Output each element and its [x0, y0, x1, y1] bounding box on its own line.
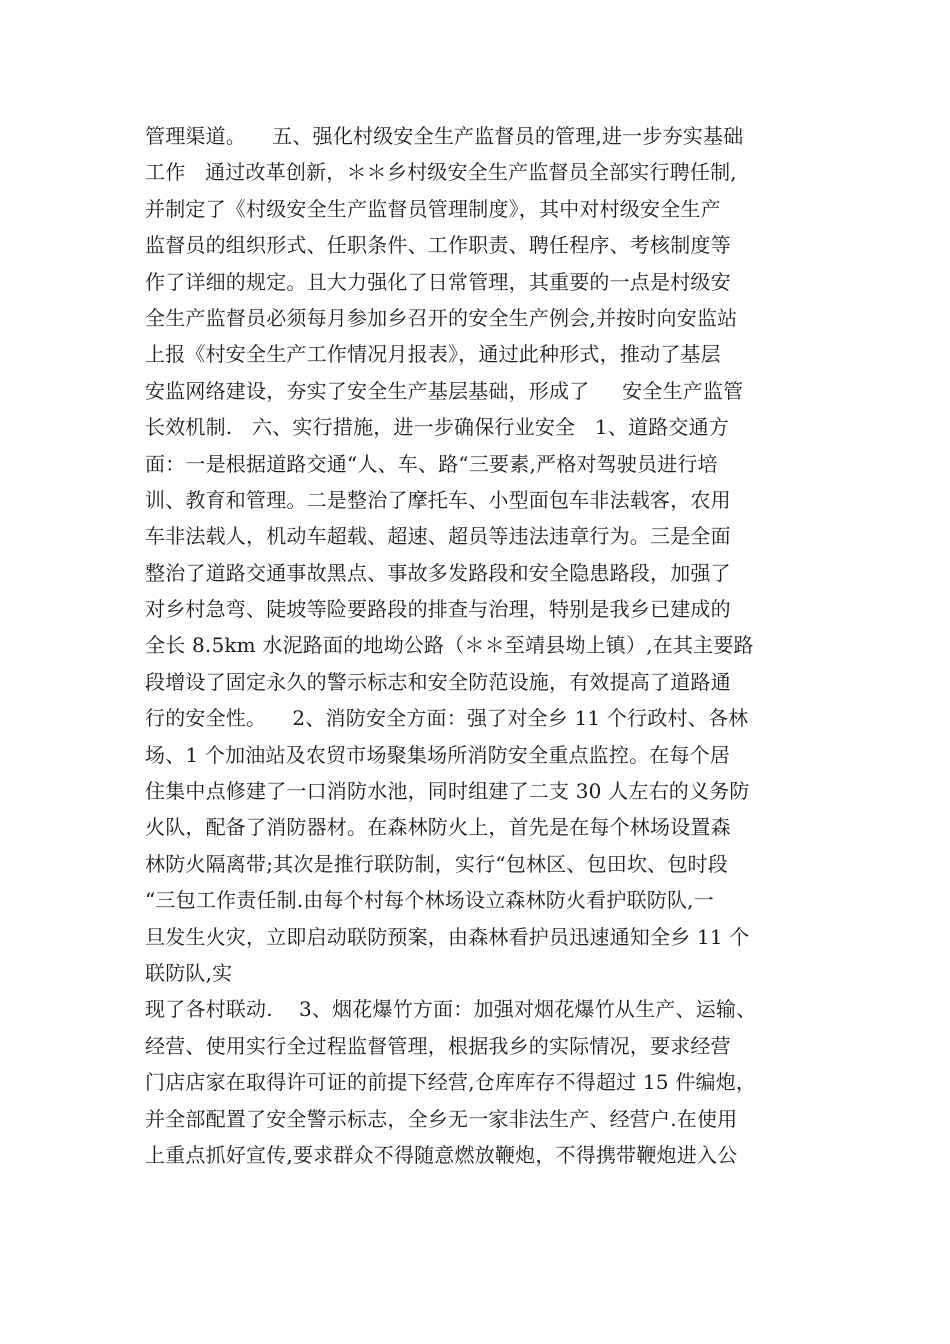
text-line: 作了详细的规定。且大力强化了日常管理，其重要的一点是村级安 [145, 269, 731, 294]
text-line: 旦发生火灾，立即启动联防预案，由森林看护员迅速通知全乡 11 个 [145, 924, 750, 949]
text-line: 整治了道路交通事故黑点、事故多发路段和安全隐患路段，加强了 [145, 560, 731, 585]
text-line: “三包工作责任制.由每个村每个林场设立森林防火看护联防队,一 [145, 888, 714, 913]
text-line: 行的安全性。 2、消防安全方面：强了对全乡 11 个行政村、各林 [145, 706, 749, 731]
text-line: 上报《村安全生产工作情况月报表》，通过此种形式，推动了基层 [145, 342, 721, 367]
text-line: 现了各村联动. 3、烟花爆竹方面：加强对烟花爆竹从生产、运输、 [145, 997, 757, 1022]
text-line: 火队，配备了消防器材。在森林防火上，首先是在每个林场设置森 [145, 815, 731, 840]
text-line: 对乡村急弯、陡坡等险要路段的排查与治理，特别是我乡已建成的 [145, 597, 731, 622]
text-line: 全生产监督员必须每月参加乡召开的安全生产例会,并按时向安监站 [145, 305, 738, 330]
text-line: 监督员的组织形式、任职条件、工作职责、聘任程序、考核制度等 [145, 233, 731, 258]
text-line: 训、教育和管理。二是整治了摩托车、小型面包车非法载客，农用 [145, 487, 731, 512]
text-line: 段增设了固定永久的警示标志和安全防范设施，有效提高了道路通 [145, 669, 731, 694]
text-line: 工作 通过改革创新，＊＊乡村级安全生产监督员全部实行聘任制, [145, 160, 737, 185]
text-line: 场、1 个加油站及农贸市场聚集场所消防安全重点监控。在每个居 [145, 742, 731, 767]
text-line: 住集中点修建了一口消防水池，同时组建了二支 30 人左右的义务防 [145, 779, 750, 804]
text-line: 长效机制. 六、实行措施，进一步确保行业安全 1、道路交通方 [145, 415, 730, 440]
text-line: 管理渠道。 五、强化村级安全生产监督员的管理,进一步夯实基础 [145, 124, 744, 148]
text-line: 并全部配置了安全警示标志，全乡无一家非法生产、经营户.在使用 [145, 1106, 738, 1131]
text-line: 上重点抓好宣传,要求群众不得随意燃放鞭炮，不得携带鞭炮进入公 [145, 1142, 738, 1167]
text-line: 全长 8.5km 水泥路面的地坳公路（＊＊至靖县坳上镇）,在其主要路 [145, 633, 754, 658]
body-text [145, 118, 810, 1173]
text-line: 并制定了《村级安全生产监督员管理制度》，其中对村级安全生产 [145, 196, 721, 221]
text-line: 面：一是根据道路交通“人、车、路“三要素,严格对驾驶员进行培 [145, 451, 718, 476]
text-line: 联防队,实 [145, 960, 233, 985]
text-line: 林防火隔离带;其次是推行联防制，实行“包林区、包田坎、包时段 [145, 851, 728, 876]
text-line: 安监网络建设，夯实了安全生产基层基础，形成了 安全生产监管 [145, 378, 744, 403]
text-line: 门店店家在取得许可证的前提下经营,仓库库存不得超过 15 件编炮， [145, 1070, 757, 1095]
text-line: 车非法载人，机动车超载、超速、超员等违法违章行为。三是全面 [145, 524, 731, 549]
text-line: 经营、使用实行全过程监督管理，根据我乡的实际情况，要求经营 [145, 1033, 731, 1058]
